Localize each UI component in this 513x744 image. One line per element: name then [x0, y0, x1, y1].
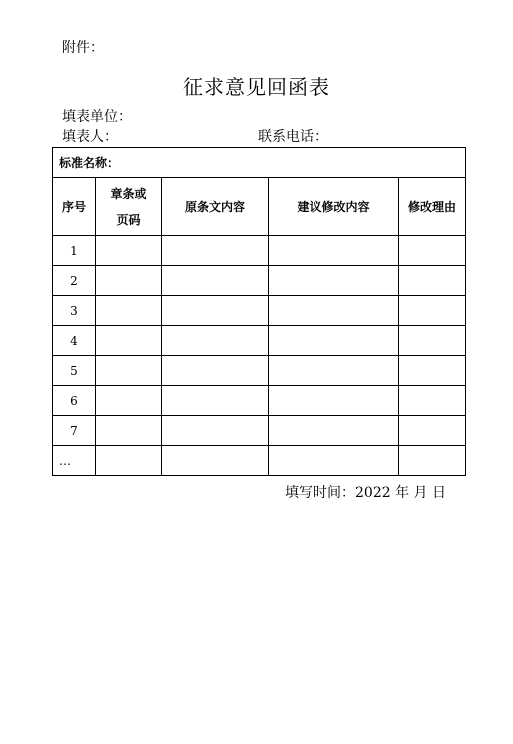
cell-chapter[interactable]	[96, 416, 162, 446]
cell-original[interactable]	[162, 296, 269, 326]
row-seq: 4	[53, 326, 96, 356]
cell-chapter[interactable]	[96, 266, 162, 296]
cell-reason[interactable]	[399, 356, 466, 386]
cell-suggestion[interactable]	[269, 296, 399, 326]
cell-suggestion[interactable]	[269, 356, 399, 386]
standard-name-row	[53, 148, 466, 178]
cell-suggestion[interactable]	[269, 446, 399, 476]
header-original: 原条文内容	[162, 178, 269, 236]
header-suggestion: 建议修改内容	[269, 178, 399, 236]
cell-reason[interactable]	[399, 266, 466, 296]
cell-suggestion[interactable]	[269, 236, 399, 266]
header-chapter-line1: 章条或	[110, 186, 147, 201]
cell-original[interactable]	[162, 356, 269, 386]
table-row	[53, 236, 466, 266]
cell-suggestion[interactable]	[269, 326, 399, 356]
contact-phone-label: 联系电话：	[258, 129, 328, 145]
cell-suggestion[interactable]	[269, 386, 399, 416]
cell-reason[interactable]	[399, 296, 466, 326]
fill-unit-label: 填表单位：	[62, 109, 132, 125]
cell-suggestion[interactable]	[269, 266, 399, 296]
cell-chapter[interactable]	[96, 296, 162, 326]
table-row	[53, 416, 466, 446]
cell-reason[interactable]	[399, 386, 466, 416]
cell-original[interactable]	[162, 386, 269, 416]
attachment-label: 附件：	[62, 40, 104, 56]
header-reason: 修改理由	[399, 178, 466, 236]
header-chapter-line2: 页码	[116, 212, 141, 227]
table-row	[53, 266, 466, 296]
cell-original[interactable]	[162, 236, 269, 266]
table-row	[53, 326, 466, 356]
row-seq: 6	[53, 386, 96, 416]
row-seq: 7	[53, 416, 96, 446]
cell-chapter[interactable]	[96, 386, 162, 416]
standard-name-label: 标准名称：	[53, 148, 466, 178]
cell-chapter[interactable]	[96, 356, 162, 386]
filler-label: 填表人：	[62, 129, 118, 145]
table-row	[53, 296, 466, 326]
header-chapter	[96, 178, 162, 236]
table-row	[53, 356, 466, 386]
cell-chapter[interactable]	[96, 446, 162, 476]
row-seq: 1	[53, 236, 96, 266]
row-seq: 2	[53, 266, 96, 296]
table-row	[53, 386, 466, 416]
table-header-row	[53, 178, 466, 236]
cell-suggestion[interactable]	[269, 416, 399, 446]
row-seq: 3	[53, 296, 96, 326]
cell-reason[interactable]	[399, 236, 466, 266]
cell-original[interactable]	[162, 326, 269, 356]
cell-reason[interactable]	[399, 326, 466, 356]
page-title: 征求意见回函表	[183, 75, 330, 99]
cell-reason[interactable]	[399, 446, 466, 476]
cell-original[interactable]	[162, 416, 269, 446]
feedback-table	[52, 147, 466, 476]
cell-chapter[interactable]	[96, 326, 162, 356]
cell-chapter[interactable]	[96, 236, 162, 266]
header-seq: 序号	[53, 178, 96, 236]
table-row	[53, 446, 466, 476]
row-seq: …	[53, 446, 96, 476]
cell-reason[interactable]	[399, 416, 466, 446]
cell-original[interactable]	[162, 446, 269, 476]
fill-date: 填写时间：2022 年 月 日	[285, 485, 446, 501]
cell-original[interactable]	[162, 266, 269, 296]
row-seq: 5	[53, 356, 96, 386]
